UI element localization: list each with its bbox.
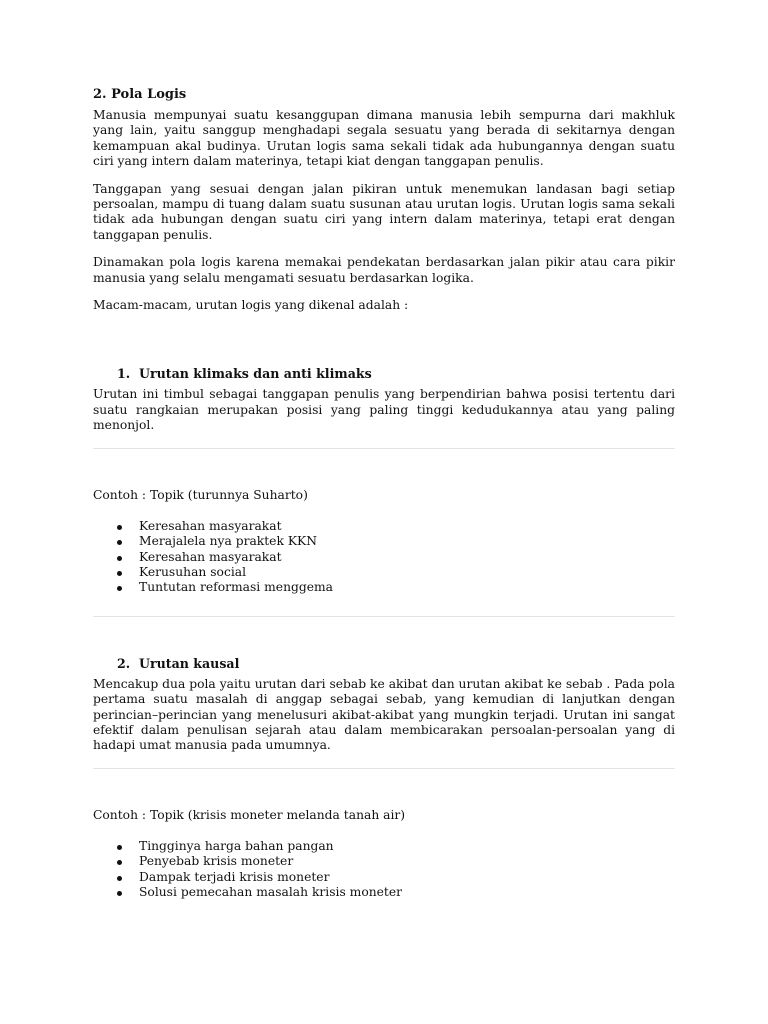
bullet-icon xyxy=(117,586,122,591)
intro-paragraph-3: Dinamakan pola logis karena memakai pendekatan berdasarkan jalan pikir atau cara pikir manusia yang selalu mengamati sesuatu berdasarkan logika. xyxy=(93,255,675,285)
intro-paragraph-4: Macam-macam, urutan logis yang dikenal adalah : xyxy=(93,298,409,313)
list-item xyxy=(93,580,675,595)
item-2-example: Contoh : Topik (krisis moneter melanda tanah air) xyxy=(93,807,406,822)
list-item xyxy=(93,534,675,549)
item-2-description: Mencakup dua pola yaitu urutan dari sebab ke akibat dan urutan akibat ke sebab . Pada pola pertama suatu masalah di anggap sebagai sebab, yang kemudian di lanjutkan dengan perincian–perincian yang menelusuri akibat-akibat yang mungkin terjadi. Urutan ini sangat efektif dalam penulisan sejarah atau dalam membicarakan persoalan-persoalan yang di hadapi umat manusia pada umumnya. xyxy=(93,676,675,753)
item-2-heading xyxy=(93,655,675,673)
bullet-icon xyxy=(117,860,122,865)
divider xyxy=(93,616,675,617)
item-1-number: 1. xyxy=(117,366,131,382)
bullet-icon xyxy=(117,891,122,896)
list-item xyxy=(93,854,675,869)
bullet-icon xyxy=(117,525,122,530)
intro-paragraph-1: Manusia mempunyai suatu kesanggupan dimana manusia lebih sempurna dari makhluk yang lain, yaitu sanggup menghadapi segala sesuatu yang berada di sekitarnya dengan kemampuan akal budinya. Urutan logis sama sekali tidak ada hubungannya dengan suatu ciri yang intern dalam materinya, tetapi kiat dengan tanggapan penulis. xyxy=(93,108,675,169)
list-item-text: Kerusuhan social xyxy=(139,564,247,579)
divider xyxy=(93,768,675,769)
item-2-number: 2. xyxy=(117,655,131,671)
item-2-title: Urutan kausal xyxy=(139,655,240,671)
list-item-text: Tingginya harga bahan pangan xyxy=(139,838,334,853)
list-item-text: Penyebab krisis moneter xyxy=(139,854,294,869)
bullet-icon xyxy=(117,571,122,576)
item-1-bullet-list xyxy=(93,519,675,596)
bullet-icon xyxy=(117,540,122,545)
list-item-text: Keresahan masyarakat xyxy=(139,549,282,564)
intro-paragraph-2: Tanggapan yang sesuai dengan jalan pikiran untuk menemukan landasan bagi setiap persoalan, mampu di tuang dalam suatu susunan atau urutan logis. Urutan logis sama sekali tidak ada hubungan dengan suatu ciri yang intern dalam materinya, tetapi erat dengan tanggapan penulis. xyxy=(93,181,675,242)
bullet-icon xyxy=(117,845,122,850)
list-item-text: Dampak terjadi krisis moneter xyxy=(139,869,330,884)
list-item xyxy=(93,839,675,854)
item-1-description: Urutan ini timbul sebagai tanggapan penulis yang berpendirian bahwa posisi tertentu dari suatu rangkaian merupakan posisi yang paling tinggi kedudukannya atau yang paling menonjol. xyxy=(93,387,675,433)
list-item xyxy=(93,870,675,885)
item-2-bullet-list xyxy=(93,839,675,901)
bullet-icon xyxy=(117,556,122,561)
section-title: 2. Pola Logis xyxy=(93,87,187,102)
list-item xyxy=(93,550,675,565)
list-item xyxy=(93,519,675,534)
document-page xyxy=(93,86,675,900)
list-item xyxy=(93,885,675,900)
item-1-title: Urutan klimaks dan anti klimaks xyxy=(139,366,372,382)
item-1-heading xyxy=(93,365,675,383)
spacer xyxy=(93,325,675,365)
list-item-text: Keresahan masyarakat xyxy=(139,518,282,533)
bullet-icon xyxy=(117,876,122,881)
list-item-text: Merajalela nya praktek KKN xyxy=(139,534,317,549)
list-item-text: Solusi pemecahan masalah krisis moneter xyxy=(139,884,403,899)
list-item-text: Tuntutan reformasi menggema xyxy=(139,580,334,595)
item-1-example: Contoh : Topik (turunnya Suharto) xyxy=(93,487,308,502)
list-item xyxy=(93,565,675,580)
divider xyxy=(93,448,675,449)
